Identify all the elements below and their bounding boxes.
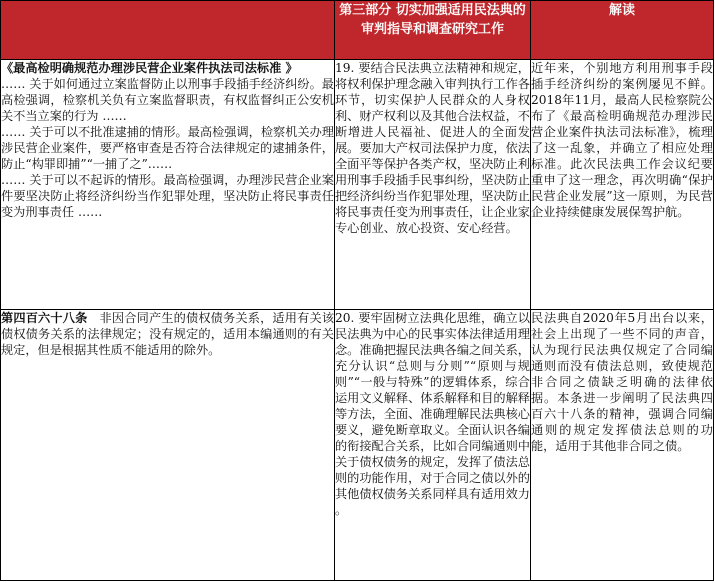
interpretation-cell (531, 310, 714, 581)
source-cell (1, 310, 335, 581)
header-row (1, 1, 714, 60)
guidance-text: 20. 要牢固树立法典化思维，确立以民法典为中心的民事实体法律适用理念。准确把握民法典各编之间关系，充分认识“总则与分则”“原则与规则”“一般与特殊”的逻辑体系，综合运用文义解释、体系解释和目的解释等方法，全面、准确理解民法典核心要义，避免断章取义。全面认识各编的衔接配合关系，比如合同编通则中关于债权债务的规定，发挥了债法总则的功能作用，对于合同之债以外的其他债权债务关系同样具有适用效力 。 (335, 311, 530, 517)
article-text: 非因合同产生的债权债务关系，适用有关该债权债务关系的法律规定；没有规定的，适用本编通则的有关规定，但是根据其性质不能适用的除外。 (1, 311, 335, 357)
guidance-text: 19. 要结合民法典立法精神和规定，将权利保护理念融入审判执行工作各环节，切实保护人民群众的人身权利、财产权利以及其他合法权益，不断增进人民福祉、促进人的全面发展。要加大产权司法保护力度，依法全面平等保护各类产权，坚决防止利用刑事手段插手民事纠纷，坚决防止把经济纠纷当作犯罪处理，坚决防止将民事责任变为刑事责任，让企业家专心创业、放心投资、安心经营。 (335, 61, 530, 235)
source-paragraph: …… 关于可以不批准逮捕的情形。最高检强调，检察机关办理涉民营企业案件，要严格审查是否符合法律规定的逮捕条件，防止“构罪即捕”“一捕了之”…… (1, 125, 334, 171)
interpretation-text: 民法典自2020年5月出台以来，社会上出现了一些不同的声音，认为现行民法典仅规定了合同编通则而没有债法总则，致使规范非合同之债缺乏明确的法律依据。本条进一步阐明了民法典四百六十八条的精神，强调合同编通则的规定发挥债法总则的功能，适用于其他非合同之债。 (531, 311, 713, 453)
source-paragraph: …… 关于可以不起诉的情形。最高检强调，办理涉民营企业案件要坚决防止将经济纠纷当作犯罪处理，坚决防止将民事责任变为刑事责任 …… (1, 173, 334, 219)
guidance-cell (335, 60, 531, 310)
header-cell-guidance (335, 1, 531, 60)
header-guidance-line2: 审判指导和调查研究工作 (360, 22, 504, 37)
table-row (1, 60, 714, 310)
law-title: 《最高检明确规范办理涉民营企业案件执法司法标准 》 (1, 61, 298, 75)
guidance-cell (335, 310, 531, 581)
header-cell-interpretation: 解读 (531, 1, 714, 60)
source-cell (1, 60, 335, 310)
interpretation-text: 近年来，个别地方利用刑事手段插手经济纠纷的案例屡见不鲜。2018年11月，最高人民检察院公布了《最高检明确规范办理涉民营企业案件执法司法标准》，梳理了这一乱象，并确立了相应处理标准。此次民法典工作会议纪要重申了这一理念，再次明确“保护民营企业发展”这一原则，为民营企业持续健康发展保驾护航。 (531, 61, 713, 219)
header-cell-source (1, 1, 335, 60)
article-number: 第四百六十八条 (1, 311, 88, 325)
source-paragraph: …… 关于如何通过立案监督防止以刑事手段插手经济纠纷。最高检强调，检察机关负有立案监督职责，有权监督纠正公安机关不当立案的行为 …… (1, 77, 334, 123)
table-row (1, 310, 714, 581)
header-guidance-line1: 第三部分 切实加强适用民法典的 (339, 3, 526, 18)
article-paragraph (1, 310, 334, 358)
interpretation-cell (531, 60, 714, 310)
